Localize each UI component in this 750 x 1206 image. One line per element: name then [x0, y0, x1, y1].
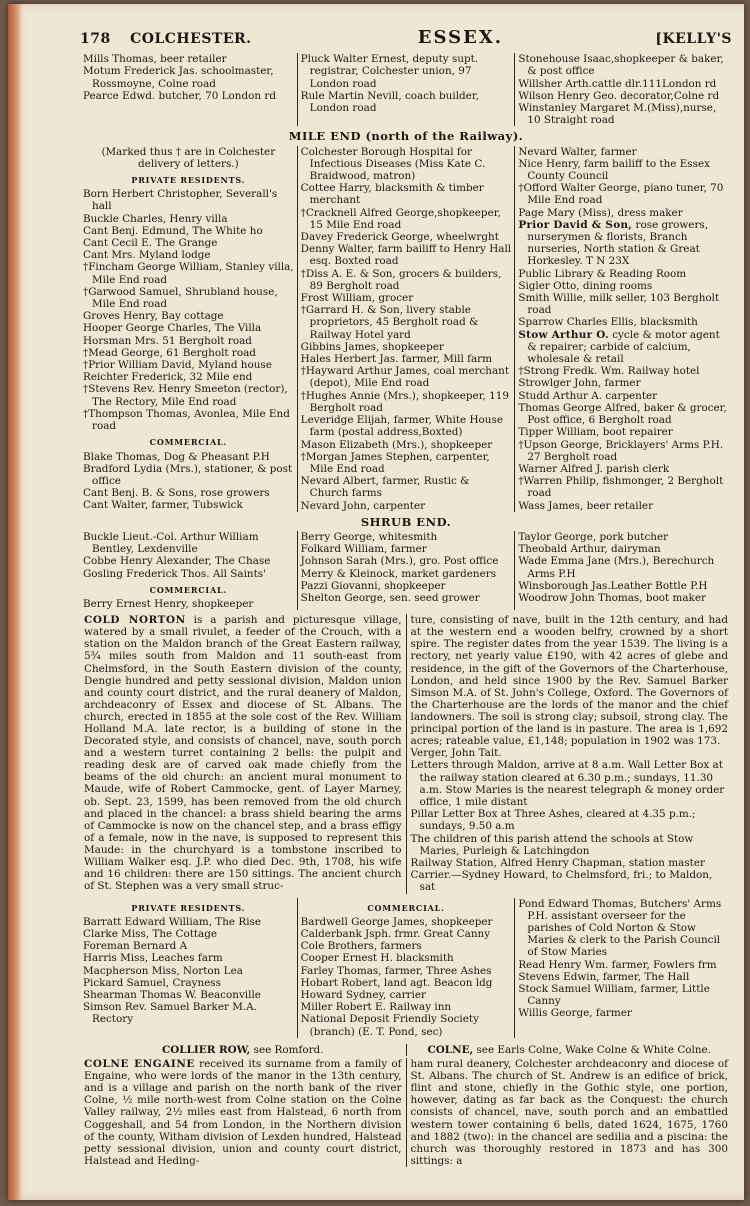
town-name: COLCHESTER.: [130, 31, 252, 47]
list-item: Shelton George, sen. seed grower: [300, 591, 480, 604]
list-item: National Deposit Friendly Society (branch) (E. T. Pond, sec): [300, 1013, 479, 1038]
list-item: Bardwell George James, shopkeeper: [300, 915, 493, 928]
list-item: Gibbins James, shopkeeper: [300, 340, 444, 353]
list-item: †Fincham George William, Stanley villa, Mile End road: [83, 261, 294, 286]
county-name: ESSEX.: [417, 27, 504, 48]
list-item: Railway Station, Alfred Henry Chapman, station master: [410, 857, 705, 869]
list-item: Willsher Arth.cattle dlr.111London rd: [518, 77, 717, 90]
list-item: Thomas George Alfred, baker & grocer, Post office, 6 Bergholt road: [518, 401, 727, 427]
list-item: Nevard Walter, farmer: [518, 145, 637, 158]
list-item: Reichter Frederick, 32 Mile end: [83, 371, 253, 384]
list-item: Cant Mrs. Myland lodge: [83, 249, 211, 262]
list-item: †Warren Philip, fishmonger, 2 Bergholt road: [518, 475, 724, 500]
list-item: Miller Robert E. Railway inn: [300, 1001, 452, 1014]
delivery-note: (Marked thus † are in Colchester delivery of letters.): [101, 145, 276, 170]
list-item: †Morgan James Stephen, carpenter, Mile End road: [300, 450, 490, 475]
list-item: Cant Walter, farmer, Tubswick: [83, 499, 243, 512]
list-item: Public Library & Reading Room: [518, 267, 687, 280]
list-item: Frost William, grocer: [300, 292, 414, 305]
list-item: Pearce Edwd. butcher, 70 London rd: [83, 89, 276, 102]
list-item: Groves Henry, Bay cottage: [83, 310, 224, 323]
list-item: Barratt Edward William, The Rise: [83, 915, 262, 928]
shrub-end-col-1: [80, 531, 297, 610]
private-residents-heading: PRIVATE RESIDENTS.: [131, 902, 246, 913]
list-item: Stow Arthur O. cycle & motor agent & repairer; carbide of calcium, wholesale & retail: [518, 328, 720, 366]
page-header: [80, 27, 732, 48]
list-item: Pillar Letter Box at Three Ashes, cleared at 4.35 p.m.; sundays, 9.50 a.m: [410, 808, 696, 833]
cross-references: COLLIER ROW, see Romford. COLNE, see Earls Colne, Wake Colne & White Colne.: [80, 1044, 732, 1056]
list-item: Buckle Charles, Henry villa: [83, 212, 228, 225]
mile-end-columns: [80, 146, 732, 512]
list-item: †Offord Walter George, piano tuner, 70 Mile End road: [518, 182, 724, 207]
cold-norton-description: COLD NORTON is a parish and picturesque village, watered by a small rivulet, a feeder of the Crouch, with a station on the Maldon branch of the Great Eastern railway, 5¾ miles south from Maldon and 11 south-east from Chelmsford, in the South Eastern division of the county, Dengie hundred and petty sessional division, Maldon union and county court district, and the rural deanery of Maldon, archdeaconry of Essex and diocese of St. Albans. The church, erected in 1855 at the sole cost of the Rev. William Holland M.A. late rector, is a building of stone in the Decorated style, and consists of chancel, nave, south porch and a western turret containing 2 bells: the pulpit and reading desk are of carved oak made chiefly from the beams of the old church: an ancient mural monument to Maude, wife of Robert Cammocke, gent. of Layer Marney, ob. Sept. 23, 1599, has been removed from the old church and placed in the chancel: a brass shield bearing the arms of Cammocke is now on the chancel step, and a brass effigy of a female, now in the nave, is supposed to represent this Maude: in the churchyard is a tombstone inscribed to William Walker esq. J.P. who died Dec. 9th, 1708, his wife and 16 children: there are 150 sittings. The ancient church of St. Stephen was a very small struc- ture, consisting of nave, built in the 12th century, and had at the western end a wooden belfry, crowned by a short spire. The register dates from the year 1539. The living is a rectory, net yearly value £190, with 42 acres of glebe and residence, in the gift of the Governors of the Charterhouse, London, and held since 1900 by the Rev. Samuel Barker Simson M.A. of St. John's College, Oxford. The Governors of the Charterhouse are the lords of the manor and the chief landowners. The soil is strong clay; subsoil, strong clay. The principal portion of the land is in pasture. The area is 1,692 acres; rateable value, £1,148; population in 1902 was 173. Verger, John Tait. Letters through Maldon, arrive at 8 a.m. Wall Letter Box at the railway station cleared at 6.30 p.m.; sundays, 11.30 a.m. Stow Maries is the nearest telegraph & money order office, 1 mile distant Pillar Letter Box at Three Ashes, cleared at 4.35 p.m.; sundays, 9.50 a.m The children of this parish attend the schools at Stow Maries, Purleigh & Latchingdon Railway Station, Alfred Henry Chapman, station master Carrier.—Sydney Howard, to Chelmsford, fri.; to Maldon, sat: [80, 614, 732, 893]
private-residents-list: [83, 188, 294, 432]
list-item: Born Herbert Christopher, Severall's hall: [83, 188, 278, 213]
list-item: Cooper Ernest H. blacksmith: [300, 952, 454, 965]
list-item: Stevens Edwin, farmer, The Hall: [518, 970, 690, 983]
list-item: Cole Brothers, farmers: [300, 940, 422, 953]
list-item: †Prior William David, Myland house: [83, 359, 272, 372]
list-item: †Hayward Arthur James, coal merchant (depot), Mile End road: [300, 365, 510, 390]
mile-end-heading: MILE END (north of the Railway).: [288, 129, 524, 144]
cold-norton-col-2: [297, 898, 515, 1038]
list-item: Wass James, beer retailer: [518, 499, 654, 512]
list-item: Hooper George Charles, The Villa: [83, 322, 262, 335]
cold-norton-columns: [80, 898, 732, 1038]
list-item: Smith Willie, milk seller, 103 Bergholt road: [518, 292, 720, 317]
list-item: Winstanley Margaret M.(Miss),nurse, 10 Straight road: [518, 102, 717, 127]
list-item: †Strong Fredk. Wm. Railway hotel: [518, 365, 700, 378]
list-item: Cobbe Henry Alexander, The Chase: [83, 555, 271, 568]
list-item: Farley Thomas, farmer, Three Ashes: [300, 964, 492, 977]
private-residents-heading: PRIVATE RESIDENTS.: [131, 175, 246, 186]
list-item: †Hughes Annie (Mrs.), shopkeeper, 119 Bergholt road: [300, 389, 509, 414]
list-item: Calderbank Jsph. frmr. Great Canny: [300, 928, 491, 941]
list-item: Berry Ernest Henry, shopkeeper: [83, 597, 254, 610]
list-item: Buckle Lieut.-Col. Arthur William Bentley, Lexdenville: [83, 530, 259, 556]
list-item: Winsborough Jas.Leather Bottle P.H: [518, 579, 708, 592]
page-content: [80, 27, 732, 1167]
list-item: Bradford Lydia (Mrs.), stationer, & post office: [83, 462, 293, 487]
list-item: †Stevens Rev. Henry Smeeton (rector), The Rectory, Mile End road: [83, 383, 288, 408]
collier-row-name: COLLIER ROW,: [161, 1043, 251, 1056]
list-item: Willis George, farmer: [518, 1007, 632, 1020]
list-item: Clarke Miss, The Cottage: [83, 928, 218, 941]
publisher-name: [KELLY'S: [655, 31, 732, 47]
list-item: Cant Cecil E. The Grange: [83, 237, 218, 250]
list-item: Folkard William, farmer: [300, 543, 427, 556]
list-item: Sparrow Charles Ellis, blacksmith: [518, 316, 698, 329]
parish-name: COLD NORTON: [84, 614, 186, 627]
commercial-list: [83, 451, 294, 512]
commercial-heading: COMMERCIAL.: [149, 437, 227, 448]
list-item: †Diss A. E. & Son, grocers & builders, 89 Bergholt road: [300, 267, 502, 292]
list-item: Nevard Albert, farmer, Rustic & Church farms: [300, 475, 470, 500]
colne-name: COLNE,: [427, 1043, 474, 1056]
list-item: Colchester Borough Hospital for Infectious Diseases (Miss Kate C. Braidwood, matron): [300, 145, 486, 183]
list-item: Motum Frederick Jas. schoolmaster, Rossmoyne, Colne road: [83, 65, 274, 90]
list-item: Carrier.—Sydney Howard, to Chelmsford, fri.; to Maldon, sat: [410, 869, 713, 894]
list-item: †Thompson Thomas, Avonlea, Mile End road: [83, 407, 290, 433]
list-item: Pazzi Giovanni, shopkeeper: [300, 579, 446, 592]
parish-name: COLNE ENGAINE: [84, 1058, 195, 1071]
list-item: Read Henry Wm. farmer, Fowlers frm: [518, 958, 717, 971]
list-item: Hobart Robert, land agt. Beacon ldg: [300, 976, 493, 989]
list-item: †Garwood Samuel, Shrubland house, Mile End road: [83, 285, 278, 311]
list-item: Wilson Henry Geo. decorator,Colne rd: [518, 89, 720, 102]
list-item: Studd Arthur A. carpenter: [518, 389, 658, 402]
list-item: Leveridge Elijah, farmer, White House farm (postal address,Boxted): [300, 414, 503, 439]
list-item: Taylor George, pork butcher: [518, 530, 669, 543]
mile-end-col-2: [297, 146, 515, 512]
cold-norton-col-3: [514, 898, 732, 1038]
list-item: Gosling Frederick Thos. All Saints': [83, 567, 266, 580]
list-item: Woodrow John Thomas, boot maker: [518, 591, 706, 604]
list-item: Pluck Walter Ernest, deputy supt. registrar, Colchester union, 97 London road: [300, 53, 479, 90]
list-item: Pickard Samuel, Crayness: [83, 976, 221, 989]
list-item: Prior David & Son, rose growers, nurserymen & florists, Branch nurseries, North station & Great Horkesley. T N 23X: [518, 218, 709, 268]
list-item: Letters through Maldon, arrive at 8 a.m. Wall Letter Box at the railway station cleared at 6.30 p.m.; sundays, 11.30 a.m. Stow Maries is the nearest telegraph & money order office, 1 mile distant: [410, 759, 725, 808]
top-col-1: [80, 53, 297, 126]
list-item: Warner Alfred J. parish clerk: [518, 462, 670, 475]
shrub-end-col-2: [297, 531, 515, 610]
mile-end-col-3: [514, 146, 732, 512]
list-item: Sigler Otto, dining rooms: [518, 279, 653, 292]
colne-engaine-description: COLNE ENGAINE received its surname from a family of Engaine, who were lords of the manor in the 13th century, and is a village and parish on the north bank of the river Colne, ½ mile north-west from Colne station on the Colne Valley railway, 2½ miles east from Halstead, 6 north from Coggeshall, and 54 from London, in the Northern division of the county, Witham division of Lexden hundred, Halstead petty sessional division, union and county court district, Halstead and Heding- ham rural deanery, Colchester archdeaconry and diocese of St. Albans. The church of St. Andrew is an edifice of brick, flint and stone, chiefly in the Gothic style, one portion, however, dating as far back as the Conquest: the church consists of chancel, nave, south porch and an embattled western tower containing 6 bells, dated 1624, 1675, 1760 and 1882 (two): in the chancel are sedilia and a piscina: the church was thoroughly restored in 1873 and has 300 sittings: a: [80, 1058, 732, 1167]
list-item: †Garrard H. & Son, livery stable proprietors, 45 Bergholt road & Railway Hotel yard: [300, 304, 479, 341]
list-item: Cant Benj. B. & Sons, rose growers: [83, 487, 270, 500]
list-item: Tipper William, boot repairer: [518, 426, 673, 439]
list-item: Page Mary (Miss), dress maker: [518, 206, 683, 219]
directory-page: [8, 4, 744, 1200]
list-item: Foreman Bernard A: [83, 940, 188, 953]
cold-norton-col-1: [80, 898, 297, 1038]
list-item: Strowlger John, farmer: [518, 377, 641, 390]
list-item: Mills Thomas, beer retailer: [83, 53, 227, 66]
commercial-heading: COMMERCIAL.: [149, 584, 227, 595]
list-item: Berry George, whitesmith: [300, 530, 438, 543]
list-item: Shearman Thomas W. Beaconville: [83, 989, 261, 1002]
mile-end-col-1: [80, 146, 297, 512]
list-item: Pond Edward Thomas, Butchers' Arms P.H. assistant overseer for the parishes of Cold Norton & Stow Maries & clerk to the Parish Council of Stow Maries: [518, 897, 722, 959]
list-item: Mason Elizabeth (Mrs.), shopkeeper: [300, 438, 493, 451]
list-item: Simson Rev. Samuel Barker M.A. Rectory: [83, 1001, 257, 1026]
shrub-end-columns: [80, 531, 732, 610]
list-item: †Mead George, 61 Bergholt road: [83, 346, 256, 359]
list-item: †Cracknell Alfred George,shopkeeper, 15 Mile End road: [300, 206, 501, 231]
list-item: Hales Herbert Jas. farmer, Mill farm: [300, 353, 492, 366]
list-item: Nice Henry, farm bailiff to the Essex County Council: [518, 157, 710, 183]
list-item: †Upson George, Bricklayers' Arms P.H. 27 Bergholt road: [518, 438, 724, 463]
list-item: Howard Sydney, carrier: [300, 989, 426, 1002]
list-item: Davey Frederick George, wheelwrght: [300, 231, 499, 244]
list-item: Theobald Arthur, dairyman: [518, 543, 661, 556]
page-edge: [8, 4, 22, 1200]
list-item: Stock Samuel William, farmer, Little Canny: [518, 983, 710, 1008]
list-item: Nevard John, carpenter: [300, 499, 426, 512]
list-item: Merry & Kleinock, market gardeners: [300, 567, 497, 580]
list-item: Blake Thomas, Dog & Pheasant P.H: [83, 450, 270, 463]
list-item: Cant Benj. Edmund, The White ho: [83, 224, 263, 237]
top-col-2: [297, 53, 515, 126]
list-item: Harris Miss, Leaches farm: [83, 952, 223, 965]
list-item: Horsman Mrs. 51 Bergholt road: [83, 334, 252, 347]
list-item: Macpherson Miss, Norton Lea: [83, 964, 243, 977]
list-item: Denny Walter, farm bailiff to Henry Hall esq. Boxted road: [300, 243, 512, 268]
page-number: 178: [80, 31, 111, 47]
list-item: Verger, John Tait.: [410, 747, 502, 760]
shrub-end-heading: SHRUB END.: [360, 514, 452, 529]
list-item: Rule Martin Nevill, coach builder, London road: [300, 89, 479, 115]
top-col-3: [514, 53, 732, 126]
list-item: Johnson Sarah (Mrs.), gro. Post office: [300, 555, 499, 568]
list-item: Cottee Harry, blacksmith & timber merchant: [300, 182, 484, 207]
commercial-heading: COMMERCIAL.: [367, 902, 445, 913]
list-item: The children of this parish attend the schools at Stow Maries, Purleigh & Latchingdon: [410, 832, 694, 857]
list-item: Wade Emma Jane (Mrs.), Berechurch Arms P.H: [518, 555, 715, 580]
shrub-end-col-3: [514, 531, 732, 610]
list-item: Stonehouse Isaac,shopkeeper & baker, & post office: [518, 53, 724, 78]
top-columns: [80, 53, 732, 126]
